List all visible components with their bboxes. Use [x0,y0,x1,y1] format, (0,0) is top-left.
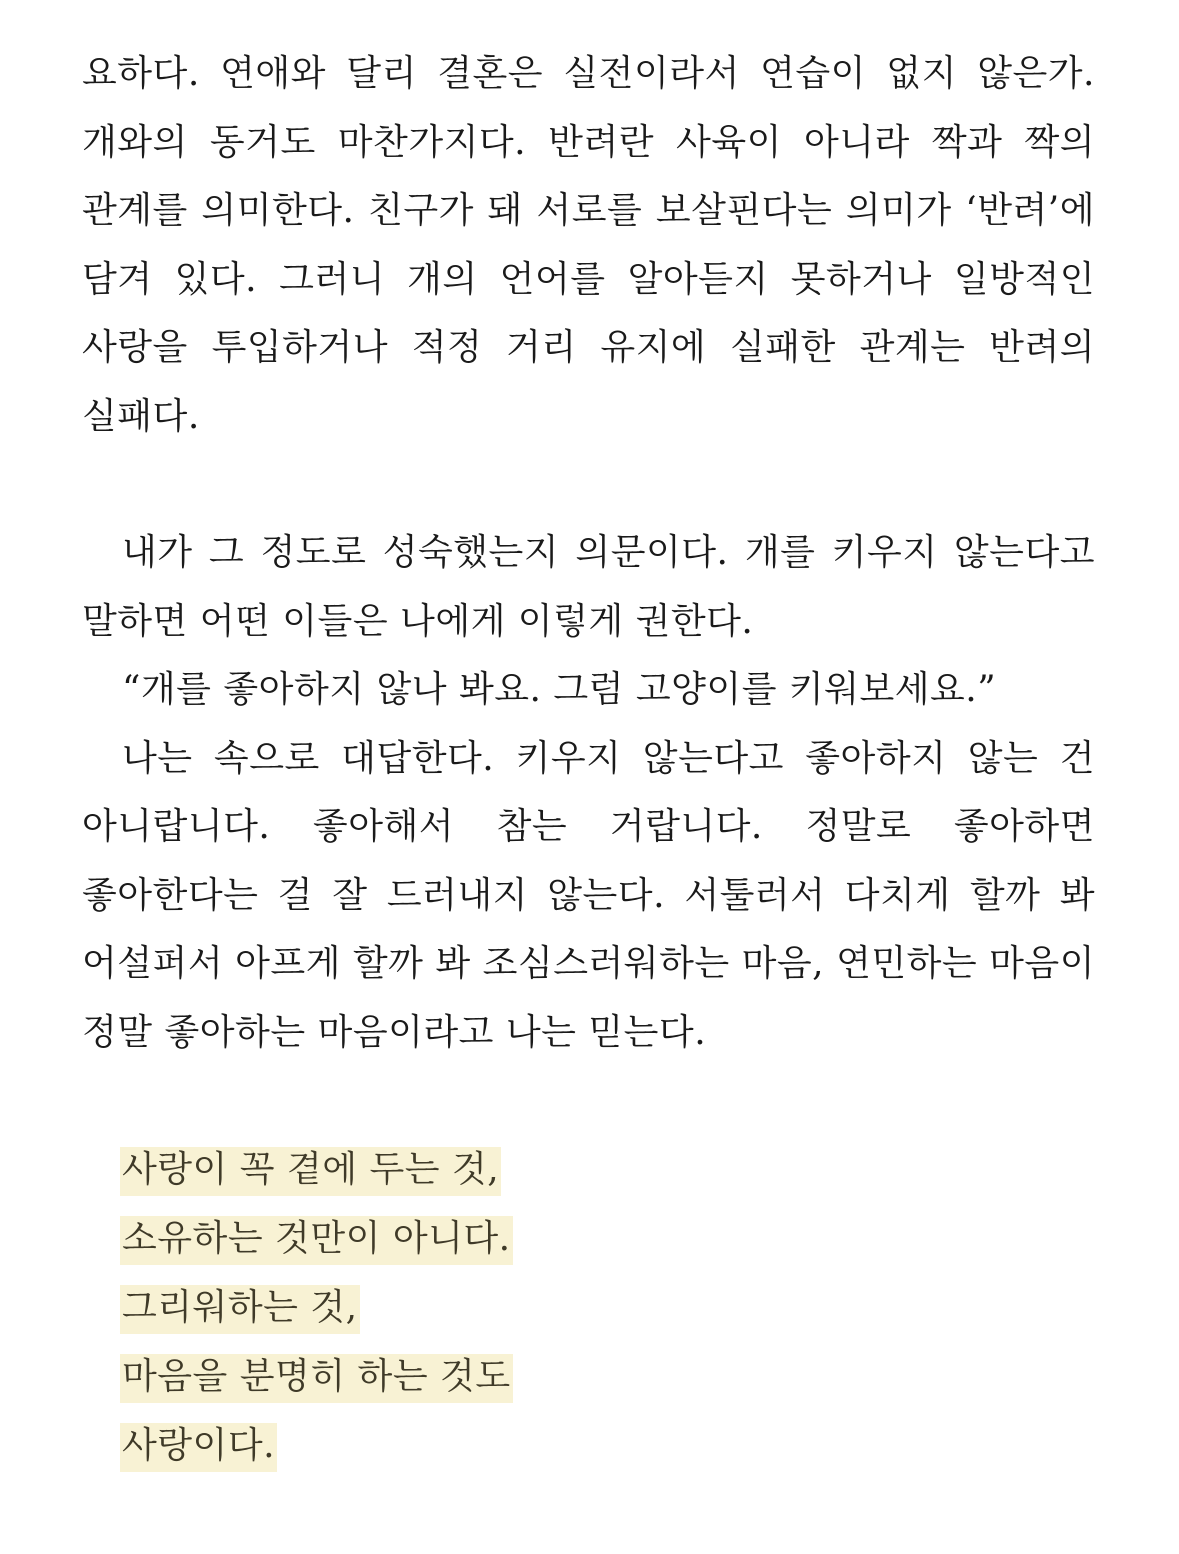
quote-line[interactable] [120,1204,1095,1273]
quote-line[interactable] [120,1135,1095,1204]
body-paragraph-3[interactable]: 나는 속으로 대답한다. 키우지 않는다고 좋아하지 않는 건 아니랍니다. 좋아해서 참는 거랍니다. 정말로 좋아하면 좋아한다는 걸 잘 드러내지 않는다. 서툴러서 다치게 할까 봐 어설퍼서 아프게 할까 봐 조심스러워하는 마음, 연민하는 마음이 정말 좋아하는 마음이라고 나는 믿는다. [82,737,1095,1053]
body-paragraph-1[interactable]: 요하다. 연애와 달리 결혼은 실전이라서 연습이 없지 않은가. 개와의 동거도 마찬가지다. 반려란 사육이 아니라 짝과 짝의 관계를 의미한다. 친구가 돼 서로를 보살핀다는 의미가 ‘반려’에 담겨 있다. 그러니 개의 언어를 알아듣지 못하거나 일방적인 사랑을 투입하거나 적정 거리 유지에 실패한 관계는 반려의 실패다. [82,53,1095,437]
highlight-mark[interactable]: 소유하는 것만이 아니다. [120,1216,513,1265]
quote-line[interactable] [120,1273,1095,1342]
quote-line[interactable] [120,1342,1095,1411]
highlight-mark[interactable]: 그리워하는 것, [120,1285,360,1334]
dialogue-line[interactable]: “개를 좋아하지 않나 봐요. 그럼 고양이를 키워보세요.” [122,669,997,710]
quote-line[interactable] [120,1411,1095,1480]
highlight-mark[interactable]: 사랑이 꼭 곁에 두는 것, [120,1147,501,1196]
highlight-mark[interactable]: 마음을 분명히 하는 것도 [120,1354,513,1403]
highlighted-quote[interactable] [82,1135,1095,1480]
body-paragraph-2[interactable]: 내가 그 정도로 성숙했는지 의문이다. 개를 키우지 않는다고 말하면 어떤 이들은 나에게 이렇게 권한다. [82,532,1095,642]
highlight-mark[interactable]: 사랑이다. [120,1423,277,1472]
